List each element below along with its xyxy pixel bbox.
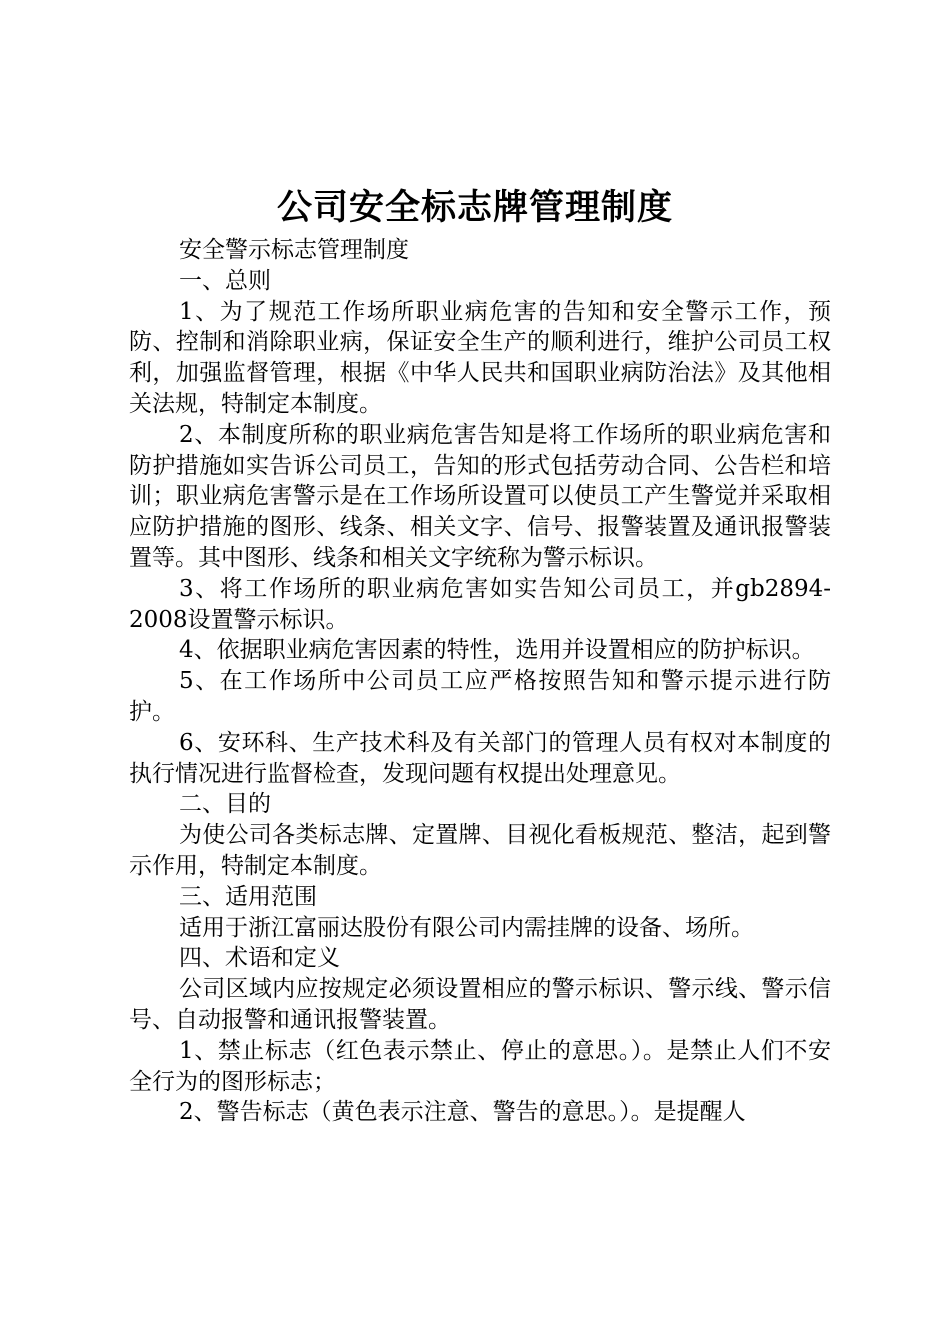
section-heading-general: 一、总则 [179, 267, 271, 294]
paragraph-scope: 适用于浙江富丽达股份有限公司内需挂牌的设备、场所。 [179, 914, 754, 941]
paragraph-general-4: 4、依据职业病危害因素的特性，选用并设置相应的防护标识。 [179, 637, 815, 664]
section-heading-purpose: 二、目的 [179, 791, 271, 818]
section-heading-definitions: 四、术语和定义 [179, 945, 340, 972]
paragraph-general-1: 1、为了规范工作场所职业病危害的告知和安全警示工作，预防、控制和消除职业病，保证安全生产的顺利进行，维护公司员工权利，加强监督管理，根据《中华人民共和国职业病防治法》及其他相关法规，特制定本制度。 [129, 298, 831, 417]
paragraph-warning-sign: 2、警告标志（黄色表示注意、警告的意思。）。是提醒人 [179, 1099, 746, 1126]
paragraph-general-2: 2、本制度所称的职业病危害告知是将工作场所的职业病危害和防护措施如实告诉公司员工，告知的形式包括劳动合同、公告栏和培训；职业病危害警示是在工作场所设置可以使员工产生警觉并采取相应防护措施的图形、线条、相关文字、信号、报警装置及通讯报警装置等。其中图形、线条和相关文字统称为警示标识。 [129, 421, 831, 571]
document-title: 公司安全标志牌管理制度 [276, 188, 673, 228]
paragraph-prohibition-sign: 1、禁止标志（红色表示禁止、停止的意思。）。是禁止人们不安全行为的图形标志； [129, 1037, 831, 1095]
paragraph-subtitle: 安全警示标志管理制度 [179, 237, 409, 263]
paragraph-definitions: 公司区域内应按规定必须设置相应的警示标识、警示线、警示信号、自动报警和通讯报警装置。 [129, 976, 831, 1033]
section-heading-scope: 三、适用范围 [179, 883, 317, 910]
paragraph-general-3: 3、将工作场所的职业病危害如实告知公司员工，并gb2894-2008设置警示标识。 [129, 575, 831, 633]
paragraph-general-5: 5、在工作场所中公司员工应严格按照告知和警示提示进行防护。 [129, 668, 831, 725]
document-body [129, 235, 831, 1128]
paragraph-general-6: 6、安环科、生产技术科及有关部门的管理人员有权对本制度的执行情况进行监督检查，发现问题有权提出处理意见。 [129, 729, 831, 787]
paragraph-purpose: 为使公司各类标志牌、定置牌、目视化看板规范、整洁，起到警示作用，特制定本制度。 [129, 822, 831, 879]
